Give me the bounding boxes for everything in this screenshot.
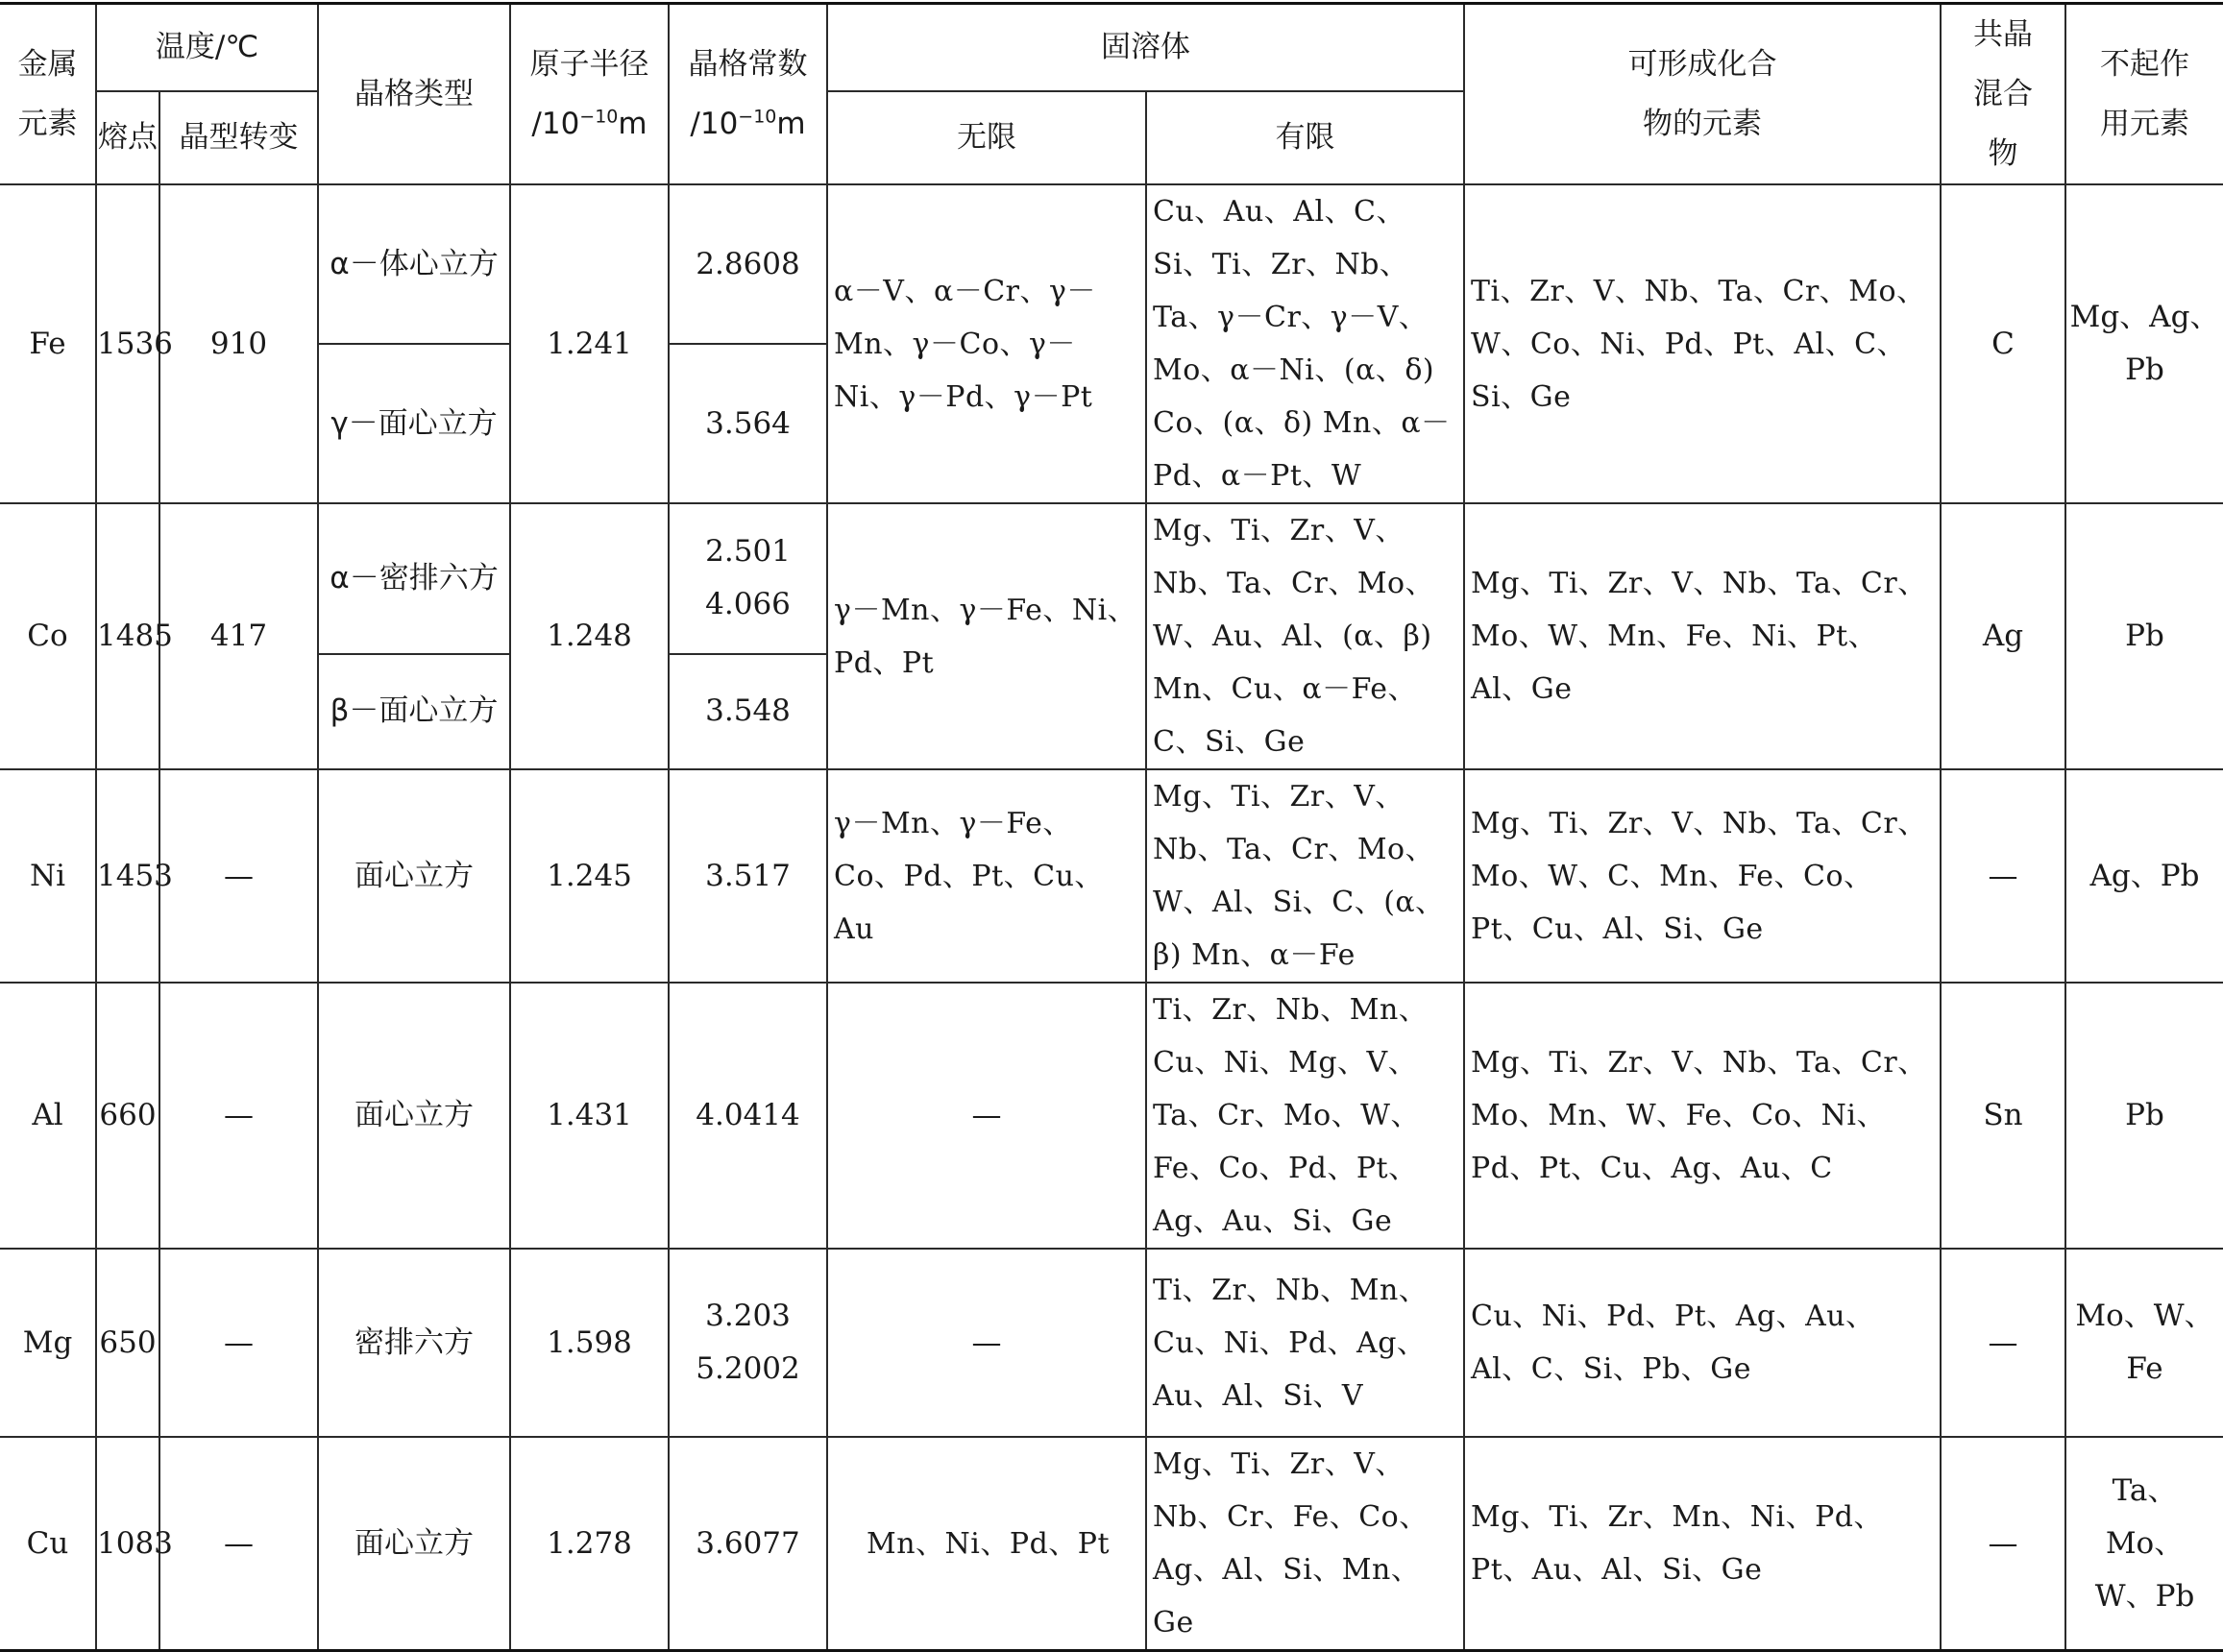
eutectic-cell: Sn [1941, 983, 2065, 1249]
element-cell: Cu [0, 1437, 96, 1651]
compound-cell: Mg、Ti、Zr、V、Nb、Ta、Cr、Mo、W、Mn、Fe、Ni、Pt、Al、Ge [1464, 503, 1941, 769]
header-inert: 不起作用元素 [2065, 4, 2223, 185]
header-radius: 原子半径 $/10^{-10}m$ [510, 4, 669, 185]
header-solid-solution: 固溶体 [827, 4, 1464, 91]
lattice-cell: γ－面心立方 [318, 344, 510, 503]
element-cell: Ni [0, 769, 96, 983]
element-cell: Mg [0, 1249, 96, 1437]
melting-cell: 1485 [96, 503, 159, 769]
compound-cell: Ti、Zr、V、Nb、Ta、Cr、Mo、W、Co、Ni、Pd、Pt、Al、C、Si、Ge [1464, 184, 1941, 503]
transition-cell: 417 [159, 503, 318, 769]
header-limited: 有限 [1146, 91, 1464, 184]
constant-cell: 3.564 [669, 344, 827, 503]
limited-cell: Mg、Ti、Zr、V、Nb、Ta、Cr、Mo、W、Al、Si、C、(α、β) Mn、α－Fe [1146, 769, 1464, 983]
inert-cell: Pb [2065, 503, 2223, 769]
unlimited-cell: Mn、Ni、Pd、Pt [827, 1437, 1146, 1651]
lattice-cell: 密排六方 [318, 1249, 510, 1437]
lattice-cell: β－面心立方 [318, 654, 510, 769]
table-body [0, 184, 2223, 1651]
transition-cell: — [159, 769, 318, 983]
element-cell: Co [0, 503, 96, 769]
constant-cell: 3.517 [669, 769, 827, 983]
element-cell: Al [0, 983, 96, 1249]
header-lattice-type: 晶格类型 [318, 4, 510, 185]
unlimited-cell: — [827, 1249, 1146, 1437]
lattice-cell: 面心立方 [318, 769, 510, 983]
eutectic-cell: C [1941, 184, 2065, 503]
constant-cell: 3.548 [669, 654, 827, 769]
inert-cell: Pb [2065, 983, 2223, 1249]
table-row [0, 983, 2223, 1249]
compound-cell: Mg、Ti、Zr、Mn、Ni、Pd、Pt、Au、Al、Si、Ge [1464, 1437, 1941, 1651]
table-row [0, 769, 2223, 983]
inert-cell: Ag、Pb [2065, 769, 2223, 983]
header-melting: 熔点 [96, 91, 159, 184]
transition-cell: — [159, 1249, 318, 1437]
eutectic-cell: — [1941, 1437, 2065, 1651]
transition-cell: 910 [159, 184, 318, 503]
lattice-cell: α－密排六方 [318, 503, 510, 654]
melting-cell: 650 [96, 1249, 159, 1437]
limited-cell: Mg、Ti、Zr、V、Nb、Ta、Cr、Mo、W、Au、Al、(α、β) Mn、Cu、α－Fe、C、Si、Ge [1146, 503, 1464, 769]
inert-cell: Mg、Ag、Pb [2065, 184, 2223, 503]
header-metal: 金属元素 [0, 4, 96, 185]
inert-cell: Mo、W、Fe [2065, 1249, 2223, 1437]
lattice-cell: α－体心立方 [318, 184, 510, 344]
header-constant: 晶格常数 $/10^{-10}m$ [669, 4, 827, 185]
lattice-cell: 面心立方 [318, 983, 510, 1249]
table-header [0, 4, 2223, 185]
header-transition: 晶型转变 [159, 91, 318, 184]
eutectic-cell: Ag [1941, 503, 2065, 769]
melting-cell: 660 [96, 983, 159, 1249]
limited-cell: Ti、Zr、Nb、Mn、Cu、Ni、Pd、Ag、Au、Al、Si、V [1146, 1249, 1464, 1437]
compound-cell: Mg、Ti、Zr、V、Nb、Ta、Cr、Mo、W、C、Mn、Fe、Co、Pt、Cu、Al、Si、Ge [1464, 769, 1941, 983]
melting-cell: 1453 [96, 769, 159, 983]
lattice-cell: 面心立方 [318, 1437, 510, 1651]
header-temperature: 温度/℃ [96, 4, 318, 91]
inert-cell: Ta、Mo、W、Pb [2065, 1437, 2223, 1651]
eutectic-cell: — [1941, 769, 2065, 983]
header-eutectic: 共晶混合物 [1941, 4, 2065, 185]
radius-cell: 1.241 [510, 184, 669, 503]
radius-cell: 1.431 [510, 983, 669, 1249]
unlimited-cell: — [827, 983, 1146, 1249]
table-row [0, 1437, 2223, 1651]
table-row [0, 503, 2223, 654]
radius-cell: 1.278 [510, 1437, 669, 1651]
header-compound: 可形成化合物的元素 [1464, 4, 1941, 185]
limited-cell: Mg、Ti、Zr、V、Nb、Cr、Fe、Co、Ag、Al、Si、Mn、Ge [1146, 1437, 1464, 1651]
compound-cell: Cu、Ni、Pd、Pt、Ag、Au、Al、C、Si、Pb、Ge [1464, 1249, 1941, 1437]
table-row [0, 184, 2223, 344]
radius-cell: 1.245 [510, 769, 669, 983]
unlimited-cell: γ－Mn、γ－Fe、Ni、Pd、Pt [827, 503, 1146, 769]
transition-cell: — [159, 983, 318, 1249]
compound-cell: Mg、Ti、Zr、V、Nb、Ta、Cr、Mo、Mn、W、Fe、Co、Ni、Pd、Pt、Cu、Ag、Au、C [1464, 983, 1941, 1249]
constant-cell: 3.6077 [669, 1437, 827, 1651]
eutectic-cell: — [1941, 1249, 2065, 1437]
unlimited-cell: γ－Mn、γ－Fe、Co、Pd、Pt、Cu、Au [827, 769, 1146, 983]
radius-cell: 1.598 [510, 1249, 669, 1437]
constant-cell: 3.203 5.2002 [669, 1249, 827, 1437]
metal-properties-table [0, 2, 2223, 1652]
melting-cell: 1536 [96, 184, 159, 503]
unlimited-cell: α－V、α－Cr、γ－Mn、γ－Co、γ－Ni、γ－Pd、γ－Pt [827, 184, 1146, 503]
radius-cell: 1.248 [510, 503, 669, 769]
limited-cell: Cu、Au、Al、C、Si、Ti、Zr、Nb、Ta、γ－Cr、γ－V、Mo、α－Ni、(α、δ) Co、(α、δ) Mn、α－Pd、α－Pt、W [1146, 184, 1464, 503]
limited-cell: Ti、Zr、Nb、Mn、Cu、Ni、Mg、V、Ta、Cr、Mo、W、Fe、Co、Pd、Pt、Ag、Au、Si、Ge [1146, 983, 1464, 1249]
header-unlimited: 无限 [827, 91, 1146, 184]
constant-cell: 2.8608 [669, 184, 827, 344]
transition-cell: — [159, 1437, 318, 1651]
constant-cell: 4.0414 [669, 983, 827, 1249]
constant-cell: 2.501 4.066 [669, 503, 827, 654]
melting-cell: 1083 [96, 1437, 159, 1651]
table-row [0, 1249, 2223, 1437]
element-cell: Fe [0, 184, 96, 503]
